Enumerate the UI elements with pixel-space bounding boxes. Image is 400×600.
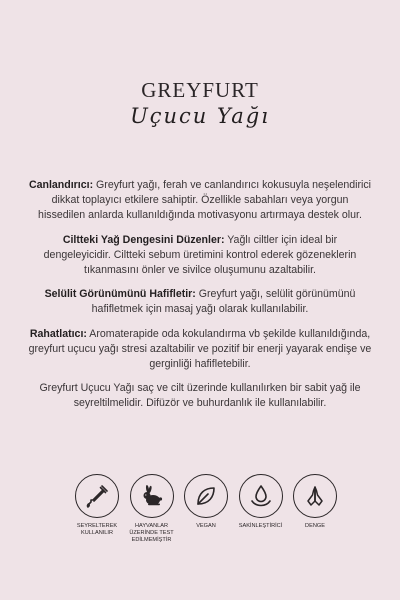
feature-cruelty-free — [125, 474, 179, 544]
feature-calming — [234, 474, 288, 544]
feature-dilute — [70, 474, 124, 544]
feature-balance — [288, 474, 342, 544]
feature-icons-row — [70, 474, 342, 544]
product-subtitle: Uçucu Yağı — [130, 104, 270, 128]
feature-label: SAKİNLEŞTİRİCİ — [238, 523, 283, 529]
paragraph-oil-balance — [28, 233, 372, 279]
water-drop-icon — [239, 474, 283, 518]
rabbit-icon — [130, 474, 174, 518]
paragraph-text: Greyfurt yağı, selülit görünümünü hafifletmek için masaj yağı olarak kullanılabilir. — [91, 288, 356, 316]
feature-vegan — [179, 474, 233, 544]
feature-label: VEGAN — [196, 523, 216, 529]
paragraph-energizing — [28, 178, 372, 224]
dropper-icon — [75, 474, 119, 518]
paragraph-lead: Ciltteki Yağ Dengesini Düzenler: — [62, 233, 225, 246]
paragraph-text: Greyfurt yağı, ferah ve canlandırıcı kokusuyla neşelendirici dikkat toplayıcı etkilere sahiptir. Özellikle sabahları veya yorgun hissedilen anlarda kullanıldığında motivasyonu artırmaya destek olur. — [38, 179, 372, 222]
feature-label: DENGE — [305, 523, 325, 529]
feature-label: HAYVANLAR ÜZERİNDE TEST EDİLMEMİŞTİR — [129, 523, 174, 543]
paragraph-lead: Rahatlatıcı: — [29, 327, 87, 340]
paragraph-lead: Canlandırıcı: — [28, 179, 94, 191]
paragraph-text: Yağlı ciltler için ideal bir dengeleyicidir. Ciltteki sebum üretimini kontrol ederek gözeneklerin tıkanmasını önler ve sivilce oluşumunu azaltabilir. — [43, 233, 357, 277]
feature-label: SEYRELTEREK KULLANILIR — [76, 523, 118, 536]
paragraph-text: Greyfurt Uçucu Yağı saç ve cilt üzerinde kullanılırken bir sabit yağ ile seyreltilmelidir. Difüzör ve buhurdanlık ile kullanılabilir. — [39, 382, 361, 410]
paragraph-usage-note — [28, 381, 372, 411]
leaf-icon — [184, 474, 228, 518]
paragraph-relaxing — [28, 327, 372, 373]
praying-hands-icon — [293, 474, 337, 518]
description-block — [28, 178, 372, 421]
brand-title: GREYFURT — [141, 78, 259, 102]
paragraph-lead: Selülit Görünümünü Hafifletir: — [44, 288, 196, 301]
paragraph-cellulite — [28, 287, 372, 317]
paragraph-text: Aromaterapide oda kokulandırma vb şekilde kullanıldığında, greyfurt uçucu yağı stresi azaltabilir ve pozitif bir enerji yayarak endişe ve gerginliği hafifletebilir. — [28, 327, 372, 371]
